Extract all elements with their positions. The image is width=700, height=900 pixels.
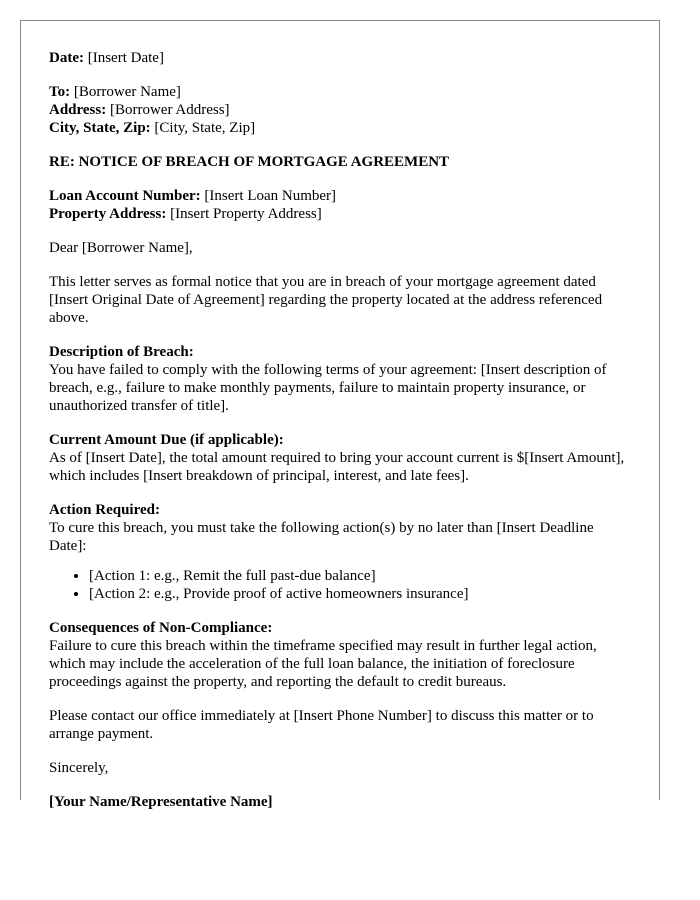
- to-label: To:: [49, 84, 71, 100]
- date-value: [Insert Date]: [87, 50, 164, 66]
- breach-section: [49, 343, 631, 415]
- loan-info-block: [49, 187, 631, 223]
- re-subject-line: RE: NOTICE OF BREACH OF MORTGAGE AGREEMENT: [49, 154, 450, 170]
- consequences-section: [49, 619, 631, 691]
- city-state-zip-line: [49, 119, 631, 137]
- to-value: [Borrower Name]: [73, 84, 181, 100]
- property-address-line: [49, 205, 631, 223]
- loan-account-value: [Insert Loan Number]: [204, 188, 337, 204]
- action-text: To cure this breach, you must take the following action(s) by no later than [Insert Deadline Date]:: [49, 520, 594, 554]
- property-address-label: Property Address:: [49, 206, 167, 222]
- amount-due-section: [49, 431, 631, 485]
- city-state-zip-label: City, State, Zip:: [49, 120, 151, 136]
- closing: Sincerely,: [49, 760, 109, 776]
- consequences-heading: Consequences of Non-Compliance:: [49, 620, 273, 636]
- loan-account-label: Loan Account Number:: [49, 188, 201, 204]
- loan-account-line: [49, 187, 631, 205]
- amount-due-heading: Current Amount Due (if applicable):: [49, 432, 284, 448]
- city-state-zip-value: [City, State, Zip]: [154, 120, 256, 136]
- address-label: Address:: [49, 102, 107, 118]
- date-line: [49, 49, 631, 67]
- intro-paragraph: This letter serves as formal notice that you are in breach of your mortgage agreement dated [Insert Original Date of Agreement] regarding the property located at the address referenced above.: [49, 274, 603, 326]
- action-item-2: • [Action 2: e.g., Provide proof of active homeowners insurance]: [89, 585, 631, 603]
- action-heading: Action Required:: [49, 502, 160, 518]
- letter-content: [21, 21, 659, 811]
- action-section: [49, 501, 631, 555]
- letter-page: [20, 20, 660, 810]
- recipient-block: [49, 83, 631, 137]
- address-line: [49, 101, 631, 119]
- breach-heading: Description of Breach:: [49, 344, 194, 360]
- to-line: [49, 83, 631, 101]
- contact-paragraph: Please contact our office immediately at [Insert Phone Number] to discuss this matter or to arrange payment.: [49, 708, 594, 742]
- salutation: Dear [Borrower Name],: [49, 240, 193, 256]
- date-label: Date:: [49, 50, 84, 66]
- consequences-text: Failure to cure this breach within the timeframe specified may result in further legal action, which may include the acceleration of the full loan balance, the initiation of foreclosure proceedings against the property, and reporting the default to credit bureaus.: [49, 638, 597, 690]
- address-value: [Borrower Address]: [109, 102, 230, 118]
- action-item-1: • [Action 1: e.g., Remit the full past-due balance]: [89, 567, 631, 585]
- amount-due-text: As of [Insert Date], the total amount required to bring your account current is $[Insert Amount], which includes [Insert breakdown of principal, interest, and late fees].: [49, 450, 625, 484]
- signature-name: [Your Name/Representative Name]: [49, 794, 273, 810]
- action-list: [49, 567, 631, 603]
- date-block: [49, 49, 631, 67]
- breach-text: You have failed to comply with the following terms of your agreement: [Insert description of breach, e.g., failure to make monthly payments, failure to maintain property insurance, or unauthorized transfer of title].: [49, 362, 607, 414]
- property-address-value: [Insert Property Address]: [170, 206, 322, 222]
